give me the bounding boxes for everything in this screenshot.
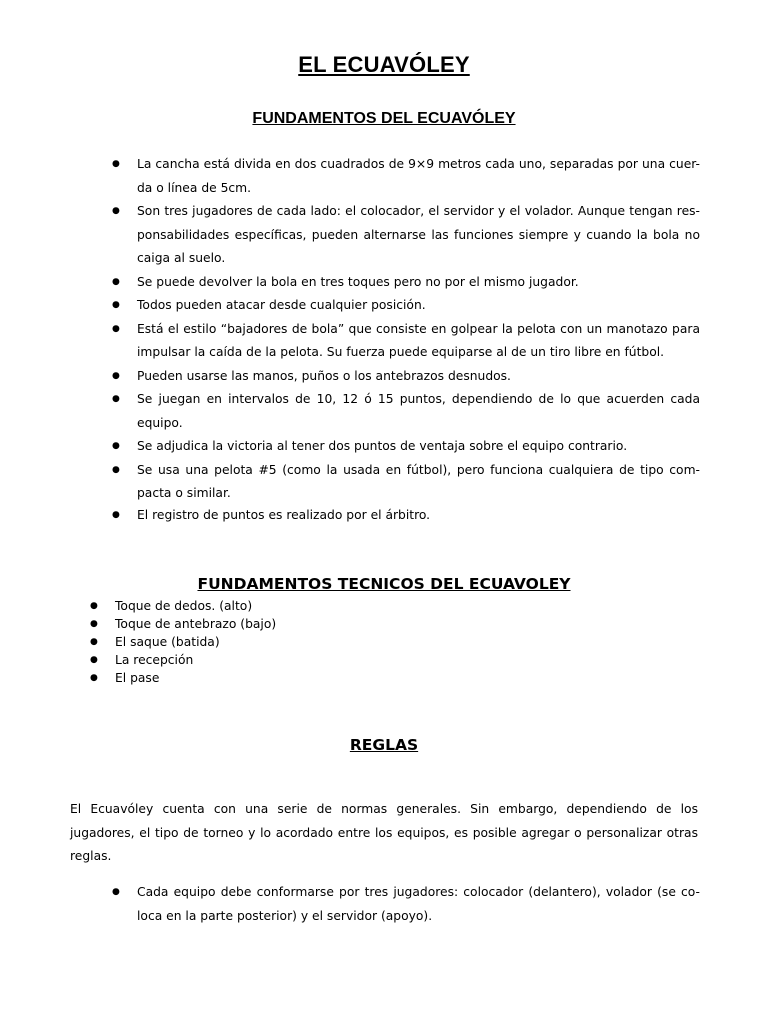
list-item-text: La cancha está divida en dos cuadrados de 9×9 metros cada uno, separadas por una cuer-da o línea de 5cm. (137, 157, 700, 195)
list-item (88, 651, 488, 669)
list-item-text: Todos pueden atacar desde cualquier posición. (137, 298, 426, 312)
bullet-icon: ● (90, 637, 98, 647)
list-item (110, 365, 700, 389)
section-heading-fundamentos-tecnicos: FUNDAMENTOS TECNICOS DEL ECUAVOLEY (197, 575, 571, 593)
list-item-text: Se adjudica la victoria al tener dos puntos de ventaja sobre el equipo contrario. (137, 439, 628, 453)
list-item (88, 633, 488, 651)
list-item (110, 881, 700, 928)
list-item-text: Toque de antebrazo (bajo) (115, 617, 277, 631)
reglas-list (110, 881, 700, 928)
list-item (110, 459, 700, 506)
list-item-text: Toque de dedos. (alto) (115, 599, 253, 613)
list-item (110, 435, 700, 459)
list-item-text: El saque (batida) (115, 635, 220, 649)
list-item (110, 504, 700, 528)
list-item-text: El registro de puntos es realizado por el árbitro. (137, 507, 431, 522)
list-item-text: El pase (115, 671, 160, 685)
bullet-icon: ● (112, 370, 120, 381)
bullet-icon: ● (112, 323, 120, 334)
list-item (110, 200, 700, 271)
list-item (110, 153, 700, 200)
bullet-icon: ● (90, 655, 98, 665)
list-item (110, 388, 700, 435)
reglas-paragraph: El Ecuavóley cuenta con una serie de normas generales. Sin embargo, dependiendo de los jugadores, el tipo de torneo y lo acordado entre los equipos, es posible agregar o personalizar otras reglas. (70, 802, 698, 864)
list-item-text: Son tres jugadores de cada lado: el colocador, el servidor y el volador. Aunque tengan res-ponsabilidades específicas, pueden alternarse las funciones siempre y cuando la bola no caiga al suelo. (137, 204, 700, 265)
list-item (110, 318, 700, 365)
bullet-icon: ● (112, 887, 120, 897)
list-item (88, 597, 488, 615)
fundamentos-list (110, 153, 700, 527)
section-heading-reglas: REGLAS (349, 736, 419, 754)
list-item-text: Se usa una pelota #5 (como la usada en fútbol), pero funciona cualquiera de tipo com-pacta o similar. (137, 462, 700, 500)
list-item-text: Cada equipo debe conformarse por tres jugadores: colocador (delantero), volador (se co-loca en la parte posterior) y el servidor (apoyo). (137, 885, 700, 923)
bullet-icon: ● (112, 276, 120, 287)
list-item (88, 669, 488, 687)
bullet-icon: ● (112, 441, 120, 451)
bullet-icon: ● (112, 509, 120, 520)
bullet-icon: ● (90, 601, 98, 611)
list-item (110, 294, 700, 318)
list-item (110, 271, 700, 295)
list-item-text: La recepción (115, 653, 194, 667)
list-item-text: Pueden usarse las manos, puños o los antebrazos desnudos. (137, 368, 511, 383)
bullet-icon: ● (112, 159, 120, 169)
bullet-icon: ● (112, 206, 120, 216)
bullet-icon: ● (90, 619, 98, 629)
section-heading-fundamentos: FUNDAMENTOS DEL ECUAVÓLEY (252, 110, 516, 127)
bullet-icon: ● (90, 673, 98, 683)
fundamentos-tecnicos-list (88, 597, 488, 687)
bullet-icon: ● (112, 394, 120, 404)
bullet-icon: ● (112, 464, 120, 475)
list-item-text: Está el estilo “bajadores de bola” que consiste en golpear la pelota con un manotazo para impulsar la caída de la pelota. Su fuerza puede equiparse al de un tiro libre en fútbol. (137, 321, 700, 359)
document-title: EL ECUAVÓLEY (298, 52, 470, 77)
bullet-icon: ● (112, 300, 120, 310)
list-item-text: Se juegan en intervalos de 10, 12 ó 15 puntos, dependiendo de lo que acuerden cada equipo. (137, 392, 700, 430)
list-item (88, 615, 488, 633)
list-item-text: Se puede devolver la bola en tres toques pero no por el mismo jugador. (137, 274, 579, 289)
